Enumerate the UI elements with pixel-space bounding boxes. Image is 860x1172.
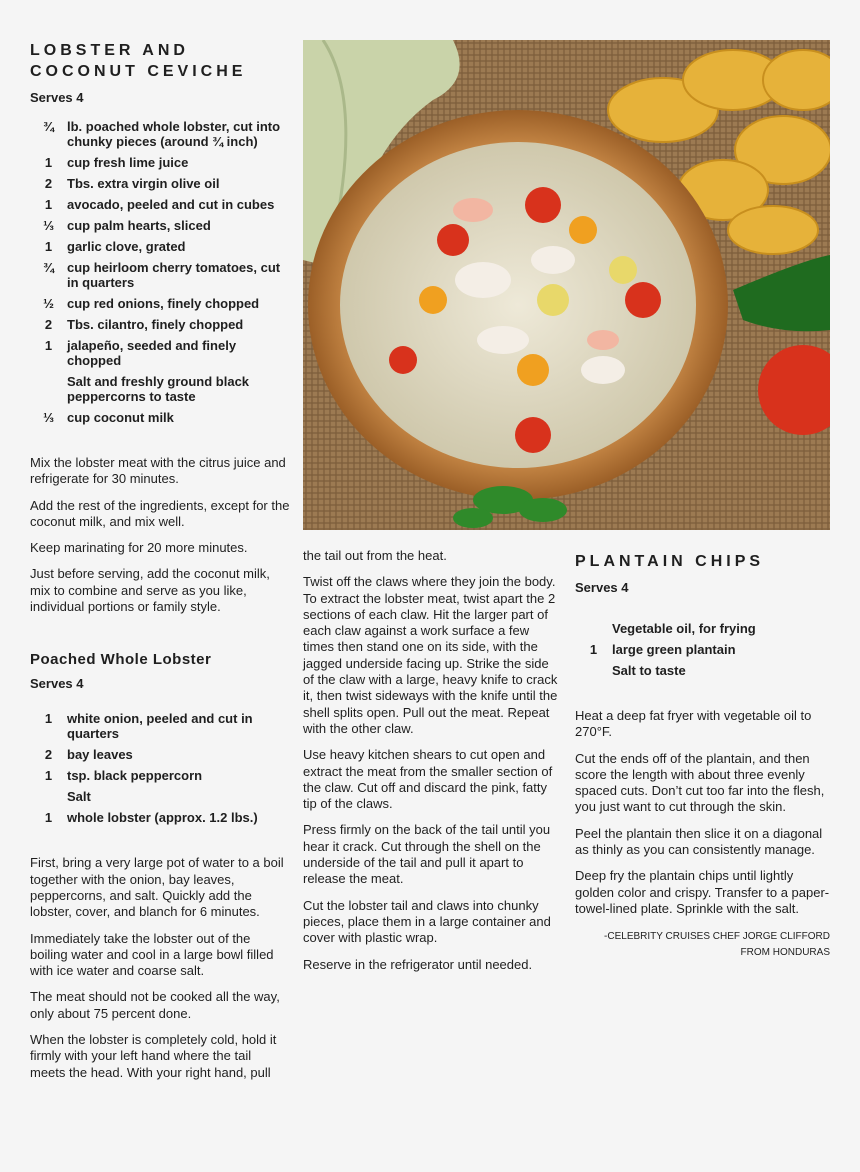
ingredient-qty: ½ <box>43 296 54 311</box>
ingredient-item <box>30 789 290 804</box>
lobster-step: Cut the lobster tail and claws into chunky pieces, place them in a large container and cover with plastic wrap. <box>303 897 551 946</box>
ingredient-text: cup coconut milk <box>67 410 174 425</box>
ingredient-text: cup palm hearts, sliced <box>67 218 211 233</box>
ingredient-item <box>30 197 290 212</box>
ceviche-step: Just before serving, add the coconut milk, mix to combine and serve as you like, individual portions or family style. <box>30 566 270 615</box>
ingredient-text: lb. poached whole lobster, cut into chunky pieces (around ¾ inch) <box>67 119 281 149</box>
ingredient-item <box>30 810 290 825</box>
ingredient-qty <box>30 789 67 804</box>
ingredient-qty: 1 <box>44 239 53 254</box>
lobster-step: Press firmly on the back of the tail until you hear it crack. Cut through the shell on the underside of the tail and pull it apart to release the meat. <box>303 822 551 887</box>
lobster-step: Immediately take the lobster out of the boiling water and cool in a large bowl filled with ice water and coarse salt. <box>30 930 274 979</box>
ingredient-text: garlic clove, grated <box>67 239 186 254</box>
lobster-step: the tail out from the heat. <box>303 548 447 563</box>
ingredient-qty: ⅓ <box>43 218 54 233</box>
ingredient-qty: 2 <box>44 176 53 191</box>
plantain-step: Heat a deep fat fryer with vegetable oil to 270°F. <box>575 708 812 740</box>
ingredient-text: Salt to taste <box>612 663 686 678</box>
plantain-step: Cut the ends off of the plantain, and then score the length with about three evenly spaced cuts. Don’t cut too far into the flesh, you just want to cut through the skin. <box>575 750 825 815</box>
ingredient-qty: ¾ <box>43 119 54 134</box>
lobster-step: Twist off the claws where they join the body. To extract the lobster meat, twist apart the 2 sections of each claw. Hit the larger part of each claw against a work surface a few times then stand one on its side, with the jagged underside facing up. Strike the side of the claw with a large, heavy knife to crack it, then twist sideways with the knife until the shell splits open. Pull out the meat. Repeat with the other claw. <box>303 574 558 736</box>
ceviche-step: Keep marinating for 20 more minutes. <box>30 540 248 556</box>
lobster-title: Poached Whole Lobster <box>30 651 212 669</box>
ingredient-item <box>30 374 290 404</box>
plantain-step: Deep fry the plantain chips until lightly golden color and crispy. Transfer to a paper-towel-lined plate. Sprinkle with the salt. <box>575 868 830 916</box>
ingredient-text: large green plantain <box>612 642 736 657</box>
ingredient-qty: 2 <box>44 747 53 763</box>
ingredient-qty <box>575 621 612 636</box>
ingredient-qty <box>30 374 67 404</box>
ceviche-step: Mix the lobster meat with the citrus juice and refrigerate for 30 minutes. <box>30 455 286 487</box>
ingredient-item <box>30 338 290 368</box>
ingredient-text: avocado, peeled and cut in cubes <box>67 197 275 212</box>
column-left <box>30 40 290 1091</box>
ingredient-item <box>30 747 290 762</box>
plantain-step: Peel the plantain then slice it on a diagonal as thinly as you can consistently manage. <box>575 825 823 858</box>
plantain-serves: Serves 4 <box>575 580 629 595</box>
ingredient-text: Salt <box>67 789 91 805</box>
ingredient-item <box>575 663 830 678</box>
ingredient-item <box>30 218 290 233</box>
ingredient-item <box>30 317 290 332</box>
column-middle <box>303 548 561 983</box>
ingredient-item <box>575 642 830 657</box>
ingredient-text: Tbs. extra virgin olive oil <box>67 176 220 191</box>
lobster-step: Reserve in the refrigerator until needed. <box>303 956 533 972</box>
ingredient-item <box>30 711 290 741</box>
ingredient-qty: 1 <box>44 197 53 212</box>
ceviche-ingredient-list <box>30 119 290 425</box>
ingredient-text: cup fresh lime juice <box>67 155 189 170</box>
ingredient-qty: ¾ <box>43 260 54 275</box>
ingredient-text: whole lobster (approx. 1.2 lbs.) <box>67 810 258 826</box>
ingredient-qty: 1 <box>44 338 53 353</box>
ingredient-item <box>30 119 290 149</box>
lobster-ingredient-list <box>30 711 290 825</box>
ingredient-text: Vegetable oil, for frying <box>612 621 756 636</box>
ceviche-serves: Serves 4 <box>30 90 84 105</box>
plantain-title: PLANTAIN CHIPS <box>575 553 765 570</box>
ingredient-text: cup red onions, finely chopped <box>67 296 260 311</box>
ingredient-item <box>30 239 290 254</box>
lobster-serves: Serves 4 <box>30 676 84 692</box>
ingredient-text: Salt and freshly ground black peppercorns to taste <box>67 374 250 404</box>
ceviche-title: LOBSTER AND COCONUT CEVICHE <box>30 42 247 80</box>
ingredient-text: bay leaves <box>67 747 133 763</box>
ingredient-qty: 1 <box>44 768 53 784</box>
column-right <box>575 548 830 961</box>
ingredient-qty: ⅓ <box>43 410 54 425</box>
lobster-step: When the lobster is completely cold, hold it firmly with your left hand where the tail meets the head. With your right hand, pull <box>30 1032 277 1080</box>
ingredient-qty: 1 <box>589 642 598 657</box>
lobster-step: Use heavy kitchen shears to cut open and extract the meat from the smaller section of the claw. Cut off and discard the pink, fatty tip of the claws. <box>303 747 553 812</box>
chef-credit: -CELEBRITY CRUISES CHEF JORGE CLIFFORD FROM HONDURAS <box>604 931 830 959</box>
lobster-step: First, bring a very large pot of water to a boil together with the onion, bay leaves, peppercorns, and salt. Quickly add the lobster, cover, and blanch for 6 minutes. <box>30 855 284 920</box>
ingredient-text: white onion, peeled and cut in quarters <box>67 711 253 742</box>
ingredient-qty <box>575 663 612 678</box>
ingredient-item <box>30 296 290 311</box>
ingredient-text: Tbs. cilantro, finely chopped <box>67 317 244 332</box>
ingredient-qty: 1 <box>44 711 53 727</box>
ceviche-photo <box>303 40 830 530</box>
ingredient-text: jalapeño, seeded and finely chopped <box>67 338 237 368</box>
plantain-ingredient-list <box>575 621 830 678</box>
ingredient-qty: 1 <box>44 810 53 826</box>
ingredient-qty: 2 <box>44 317 53 332</box>
ingredient-item <box>30 260 290 290</box>
ingredient-text: tsp. black peppercorn <box>67 768 203 784</box>
ingredient-item <box>30 176 290 191</box>
ceviche-step: Add the rest of the ingredients, except for the coconut milk, and mix well. <box>30 497 290 529</box>
ingredient-item <box>30 768 290 783</box>
ingredient-item <box>30 155 290 170</box>
lobster-step: The meat should not be cooked all the way, only about 75 percent done. <box>30 989 280 1021</box>
ingredient-text: cup heirloom cherry tomatoes, cut in quarters <box>67 260 281 290</box>
ingredient-item <box>575 621 830 636</box>
ingredient-qty: 1 <box>44 155 53 170</box>
ingredient-item <box>30 410 290 425</box>
